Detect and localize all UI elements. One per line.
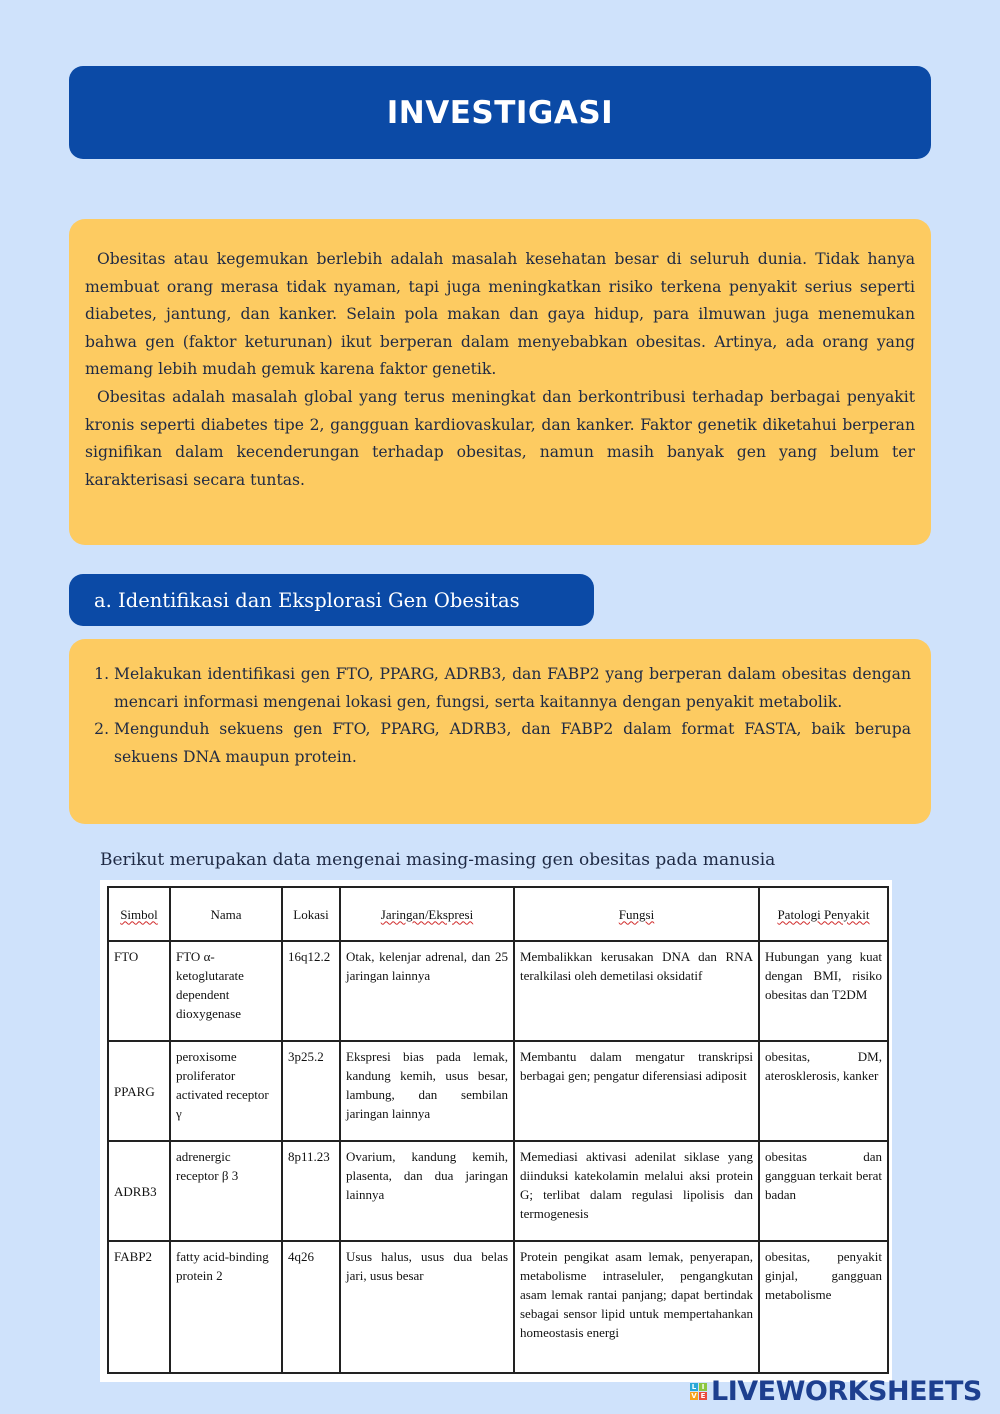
cell-jaringan: Ovarium, kandung kemih, plasenta, dan dua jaringan lainnya [340, 1141, 514, 1241]
section-title: a. Identifikasi dan Eksplorasi Gen Obesitas [94, 588, 520, 612]
task-card [69, 639, 931, 824]
cell-simbol: ADRB3 [108, 1141, 170, 1241]
cell-jaringan: Otak, kelenjar adrenal, dan 25 jaringan lainnya [340, 941, 514, 1041]
header-fungsi: Fungsi [514, 887, 759, 941]
cell-patologi: obesitas, penyakit ginjal, gangguan metabolisme [759, 1241, 888, 1373]
cell-jaringan: Usus halus, usus dua belas jari, usus besar [340, 1241, 514, 1373]
cell-patologi: obesitas dan gangguan terkait berat badan [759, 1141, 888, 1241]
header-nama: Nama [170, 887, 282, 941]
cell-fungsi: Membalikkan kerusakan DNA dan RNA teralkilasi oleh demetilasi oksidatif [514, 941, 759, 1041]
liveworksheets-mark-icon: L I V E [691, 1382, 706, 1400]
table-row [108, 1241, 888, 1373]
cell-lokasi: 3p25.2 [282, 1041, 340, 1141]
page-title: INVESTIGASI [386, 94, 614, 131]
cell-lokasi: 8p11.23 [282, 1141, 340, 1241]
cell-nama: peroxisome proliferator activated receptor γ [170, 1041, 282, 1141]
header-patologi: Patologi Penyakit [759, 887, 888, 941]
cell-simbol: PPARG [108, 1041, 170, 1141]
cell-simbol: FTO [108, 941, 170, 1041]
intro-card [69, 219, 931, 545]
liveworksheets-wordmark: LIVEWORKSHEETS [711, 1375, 982, 1407]
cell-nama: FTO α-ketoglutarate dependent dioxygenase [170, 941, 282, 1041]
intro-paragraph-1: Obesitas atau kegemukan berlebih adalah masalah kesehatan besar di seluruh dunia. Tidak hanya membuat orang merasa tidak nyaman, tapi juga meningkatkan risiko terkena penyakit serius seperti diabetes, jantung, dan kanker. Selain pola makan dan gaya hidup, para ilmuwan juga menemukan bahwa gen (faktor keturunan) ikut berperan dalam menyebabkan obesitas. Artinya, ada orang yang memang lebih mudah gemuk karena faktor genetik. [85, 250, 915, 379]
table-row [108, 941, 888, 1041]
cell-patologi: Hubungan yang kuat dengan BMI, risiko obesitas dan T2DM [759, 941, 888, 1041]
cell-fungsi: Memediasi aktivasi adenilat siklase yang diinduksi katekolamin melalui aksi protein G; terlibat dalam regulasi lipolisis dan termogenesis [514, 1141, 759, 1241]
header-simbol: Simbol [108, 887, 170, 941]
cell-fungsi: Protein pengikat asam lemak, penyerapan, metabolisme intraseluler, pengangkutan asam lemak rantai panjang; dapat bertindak sebagai sensor lipid untuk mempertahankan homeostasis energi [514, 1241, 759, 1373]
gene-table [107, 886, 889, 1374]
intro-paragraph-2: Obesitas adalah masalah global yang terus meningkat dan berkontribusi terhadap berbagai penyakit kronis seperti diabetes tipe 2, gangguan kardiovaskular, dan kanker. Faktor genetik diketahui berperan signifikan dalam kecenderungan terhadap obesitas, namun masih banyak gen yang belum ter karakterisasi secara tuntas. [85, 387, 915, 489]
cell-lokasi: 16q12.2 [282, 941, 340, 1041]
cell-nama: fatty acid-binding protein 2 [170, 1241, 282, 1373]
table-header-row [108, 887, 888, 941]
cell-patologi: obesitas, DM, aterosklerosis, kanker [759, 1041, 888, 1141]
header-jaringan: Jaringan/Ekspresi [340, 887, 514, 941]
cell-simbol: FABP2 [108, 1241, 170, 1373]
task-item: 2. Mengunduh sekuens gen FTO, PPARG, ADRB3, dan FABP2 dalam format FASTA, baik berupa sekuens DNA maupun protein. [114, 716, 911, 771]
title-banner [69, 66, 931, 159]
table-row [108, 1041, 888, 1141]
cell-fungsi: Membantu dalam mengatur transkripsi berbagai gen; pengatur diferensiasi adiposit [514, 1041, 759, 1141]
section-heading-banner [69, 574, 594, 626]
liveworksheets-logo [690, 1376, 982, 1406]
gene-table-image [100, 880, 892, 1382]
header-lokasi: Lokasi [282, 887, 340, 941]
task-item: 1. Melakukan identifikasi gen FTO, PPARG, ADRB3, dan FABP2 yang berperan dalam obesitas dengan mencari informasi mengenai lokasi gen, fungsi, serta kaitannya dengan penyakit metabolik. [114, 661, 911, 716]
cell-lokasi: 4q26 [282, 1241, 340, 1373]
task-list [97, 661, 911, 771]
cell-jaringan: Ekspresi bias pada lemak, kandung kemih, usus besar, lambung, dan sembilan jaringan lainnya [340, 1041, 514, 1141]
cell-nama: adrenergic receptor β 3 [170, 1141, 282, 1241]
table-caption: Berikut merupakan data mengenai masing-masing gen obesitas pada manusia [100, 850, 776, 870]
table-row [108, 1141, 888, 1241]
